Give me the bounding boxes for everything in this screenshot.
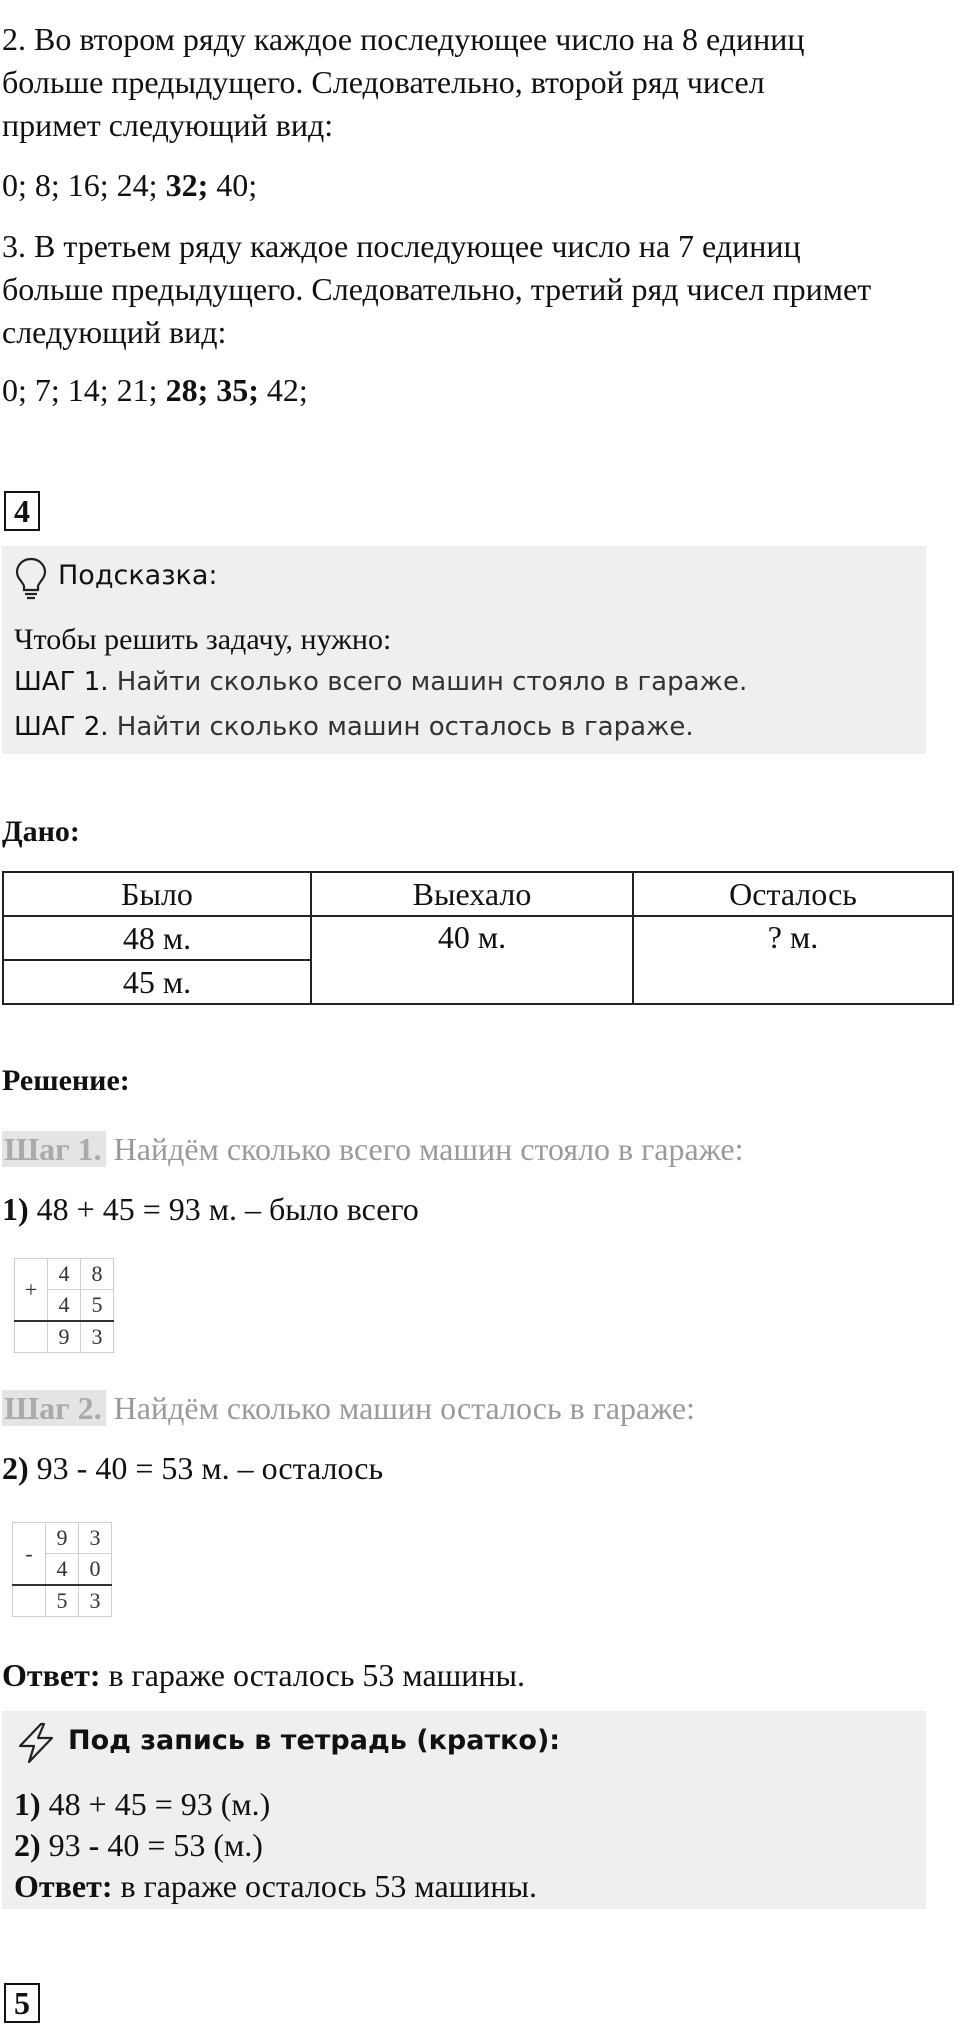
task-number-5: 5 (4, 1983, 40, 2023)
digit: 3 (79, 1585, 112, 1617)
answer-line (2, 1657, 525, 1694)
digit: 5 (46, 1585, 79, 1617)
step-text: Найдём сколько всего машин стояло в гараже: (105, 1131, 744, 1167)
notebook-box (2, 1711, 926, 1909)
empty-cell (13, 1585, 46, 1617)
given-table (2, 871, 954, 1005)
answer-text: в гараже осталось 53 машины. (112, 1868, 538, 1904)
lightbulb-icon (14, 556, 48, 605)
sequence-answer: 32; (165, 167, 209, 203)
sequence-row2 (2, 165, 257, 205)
hint-title: Подсказка: (58, 560, 218, 591)
hint-step-text: Найти сколько машин осталось в гараже. (108, 712, 694, 742)
lightning-icon (14, 1721, 58, 1770)
digit: 9 (46, 1523, 79, 1554)
paragraph-row3 (2, 225, 958, 354)
table-cell-left: 40 м. (311, 916, 633, 1004)
sequence-end: 42; (258, 372, 308, 408)
digit: 0 (79, 1554, 112, 1586)
digit: 4 (48, 1290, 81, 1322)
calc-expression-rest: 40 = 53 (м.) (99, 1827, 263, 1863)
hint-step-1 (14, 667, 747, 697)
sequence-row3 (2, 370, 308, 410)
digit: 5 (81, 1290, 114, 1322)
task-number-4: 4 (4, 491, 40, 531)
calc-number: 1) (2, 1191, 29, 1227)
paragraph-line: следующий вид: (2, 314, 227, 350)
given-heading: Дано: (2, 815, 80, 848)
digit: 9 (48, 1321, 81, 1353)
calc-expression: 93 - 40 = 53 м. – осталось (28, 1450, 384, 1486)
step-2-line (2, 1390, 695, 1427)
hint-step-2 (14, 712, 694, 742)
step-label: Шаг 2. (2, 1390, 106, 1426)
hint-step-label: ШАГ 2. (14, 712, 109, 742)
paragraph-line: больше предыдущего. Следовательно, второй ряд чисел (2, 64, 765, 100)
sequence-start: 0; 7; 14; 21; (2, 372, 166, 408)
calc-expression: 93 (40, 1827, 89, 1863)
step-1-line (2, 1131, 743, 1168)
solution-heading: Решение: (2, 1064, 130, 1097)
digit: 3 (81, 1321, 114, 1353)
table-cell-was-1: 48 м. (3, 916, 311, 960)
notebook-line-1 (14, 1786, 270, 1823)
digit: 3 (79, 1523, 112, 1554)
hint-box (2, 546, 926, 754)
digit: 4 (48, 1259, 81, 1290)
empty-cell (15, 1321, 48, 1353)
calc-operator: - (88, 1827, 100, 1863)
calc-expression: 48 + 45 = 93 м. – было всего (28, 1191, 419, 1227)
sequence-start: 0; 8; 16; 24; (2, 167, 166, 203)
calculation-1 (2, 1191, 419, 1228)
calc-number: 1) (14, 1786, 41, 1822)
digit: 8 (81, 1259, 114, 1290)
table-cell-was-2: 45 м. (3, 960, 311, 1004)
answer-text: в гараже осталось 53 машины. (100, 1657, 526, 1693)
table-header: Было (3, 872, 311, 916)
calculation-2 (2, 1450, 383, 1487)
step-text: Найдём сколько машин осталось в гараже: (105, 1390, 695, 1426)
notebook-title: Под запись в тетрадь (кратко): (68, 1725, 561, 1756)
operator: + (15, 1259, 48, 1322)
hint-intro: Чтобы решить задачу, нужно: (14, 623, 392, 656)
paragraph-row2 (2, 18, 958, 147)
calc-number: 2) (2, 1450, 29, 1486)
paragraph-line: примет следующий вид: (2, 107, 334, 143)
answer-label: Ответ: (2, 1657, 101, 1693)
answer-label: Ответ: (14, 1868, 113, 1904)
notebook-answer (14, 1868, 537, 1905)
calc-number: 2) (14, 1827, 41, 1863)
column-subtraction (12, 1522, 112, 1617)
notebook-line-2 (14, 1827, 263, 1864)
operator: - (13, 1523, 46, 1586)
hint-step-text: Найти сколько всего машин стояло в гараже. (108, 667, 748, 697)
sequence-answer: 28; 35; (165, 372, 259, 408)
table-row (3, 916, 953, 960)
table-header-row (3, 872, 953, 916)
table-header: Осталось (633, 872, 953, 916)
step-label: Шаг 1. (2, 1131, 106, 1167)
paragraph-line: больше предыдущего. Следовательно, третий ряд чисел примет (2, 271, 872, 307)
column-addition (14, 1258, 114, 1353)
sequence-end: 40; (208, 167, 258, 203)
hint-step-label: ШАГ 1. (14, 667, 109, 697)
digit: 4 (46, 1554, 79, 1586)
calc-expression: 48 + 45 = 93 (м.) (40, 1786, 271, 1822)
table-header: Выехало (311, 872, 633, 916)
paragraph-line: 2. Во втором ряду каждое последующее число на 8 единиц (2, 21, 805, 57)
paragraph-line: 3. В третьем ряду каждое последующее число на 7 единиц (2, 228, 801, 264)
table-cell-remain: ? м. (633, 916, 953, 1004)
